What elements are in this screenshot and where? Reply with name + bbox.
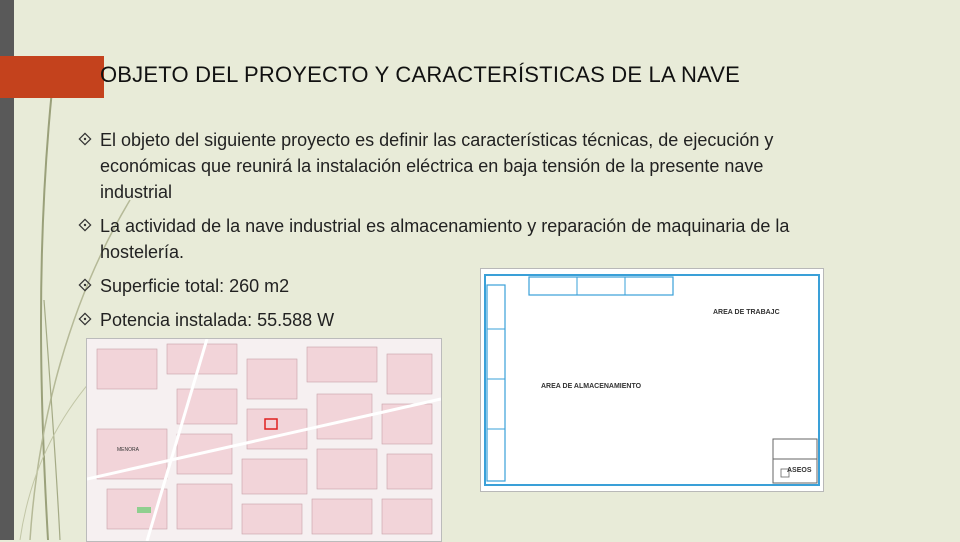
floor-plan-image <box>480 268 824 492</box>
diamond-outline-icon <box>76 310 94 328</box>
map-label-place: MENORA <box>117 447 139 453</box>
location-map-drawing <box>87 339 441 541</box>
plan-label-storage-area: AREA DE ALMACENAMIENTO <box>541 383 642 390</box>
bullet-line: económicas que reunirá la instalación eléctrica en baja tensión de la presente nave <box>100 156 764 176</box>
title-accent-bar <box>0 56 104 98</box>
bullet-line: industrial <box>100 182 173 202</box>
floor-plan-drawing <box>481 269 823 491</box>
bullet-line: La actividad de la nave industrial es almacenamiento y reparación de maquinaria de la <box>100 216 790 236</box>
bullet-line: Superficie total: 260 m2 <box>100 276 290 296</box>
plan-label-work-area: AREA DE TRABAJC <box>713 309 780 316</box>
location-map-image <box>86 338 442 542</box>
diamond-outline-icon <box>76 276 94 294</box>
bullet-line: El objeto del siguiente proyecto es definir las características técnicas, de ejecución y <box>100 130 774 150</box>
slide-title: OBJETO DEL PROYECTO Y CARACTERÍSTICAS DE LA NAVE <box>100 62 741 87</box>
diamond-outline-icon <box>76 130 94 148</box>
diamond-outline-icon <box>76 216 94 234</box>
plan-label-services: ASEOS <box>787 467 812 474</box>
bullet-line: Potencia instalada: 55.588 W <box>100 310 335 330</box>
bullet-line: hostelería. <box>100 242 185 262</box>
